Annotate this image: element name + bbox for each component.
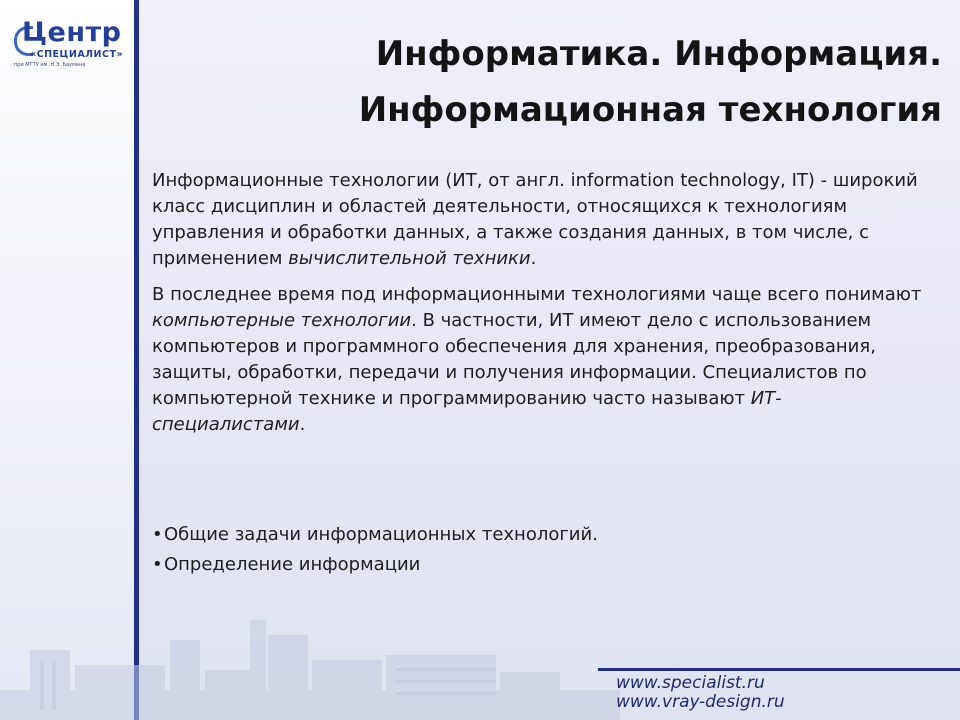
list-item	[152, 520, 922, 550]
footer-divider-line	[598, 668, 960, 671]
paragraph-2-text-b: . В частности, ИТ имеют дело с использованием компьютеров и программного обеспечения для хранения, преобразования, защиты, обработки, передачи и получения информации. Специалистов по компьютерной технике и программированию часто называют	[152, 310, 876, 409]
paragraph-1-end: .	[530, 248, 537, 269]
paragraph-2-end: .	[299, 414, 306, 435]
emphasis-computing-technology: вычислительной техники	[288, 248, 531, 269]
bullet-list	[152, 520, 922, 580]
bullet-icon: •	[152, 554, 163, 575]
center-specialist-logo	[14, 16, 124, 68]
slide-body	[152, 168, 922, 438]
paragraph-it-modern	[152, 282, 922, 438]
paragraph-it-definition	[152, 168, 922, 272]
city-skyline-decoration	[0, 600, 620, 720]
emphasis-computer-technologies: компьютерные технологии	[152, 310, 412, 331]
bullet-text: Определение информации	[164, 554, 421, 575]
paragraph-2-text-a: В последнее время под информационными технологиями чаще всего понимают	[152, 284, 922, 305]
logo-sub-text: «СПЕЦИАЛИСТ»	[30, 49, 124, 60]
logo-tagline: при МГТУ им. Н.Э. Баумана	[14, 62, 86, 68]
list-item	[152, 550, 922, 580]
emphasis-it-specialists: ИТ-специалистами	[152, 388, 782, 435]
bullet-icon: •	[152, 524, 163, 545]
slide-title-line-2: Информационная технология	[358, 90, 942, 130]
logo-main-text: Центр	[22, 17, 122, 48]
paragraph-1-text: Информационные технологии (ИТ, от англ. information technology, IT) - широкий класс дисциплин и областей деятельности, относящихся к технологиям управления и обработки данных, а также создания данных, в том числе, с применением	[152, 170, 918, 269]
slide-title-line-1: Информатика. Информация.	[375, 34, 942, 74]
footer-links	[616, 674, 946, 712]
link-vray-design[interactable]: www.vray-design.ru	[616, 692, 785, 712]
bullet-text: Общие задачи информационных технологий.	[164, 524, 598, 545]
link-specialist[interactable]: www.specialist.ru	[616, 673, 765, 693]
slide-title	[150, 26, 942, 138]
